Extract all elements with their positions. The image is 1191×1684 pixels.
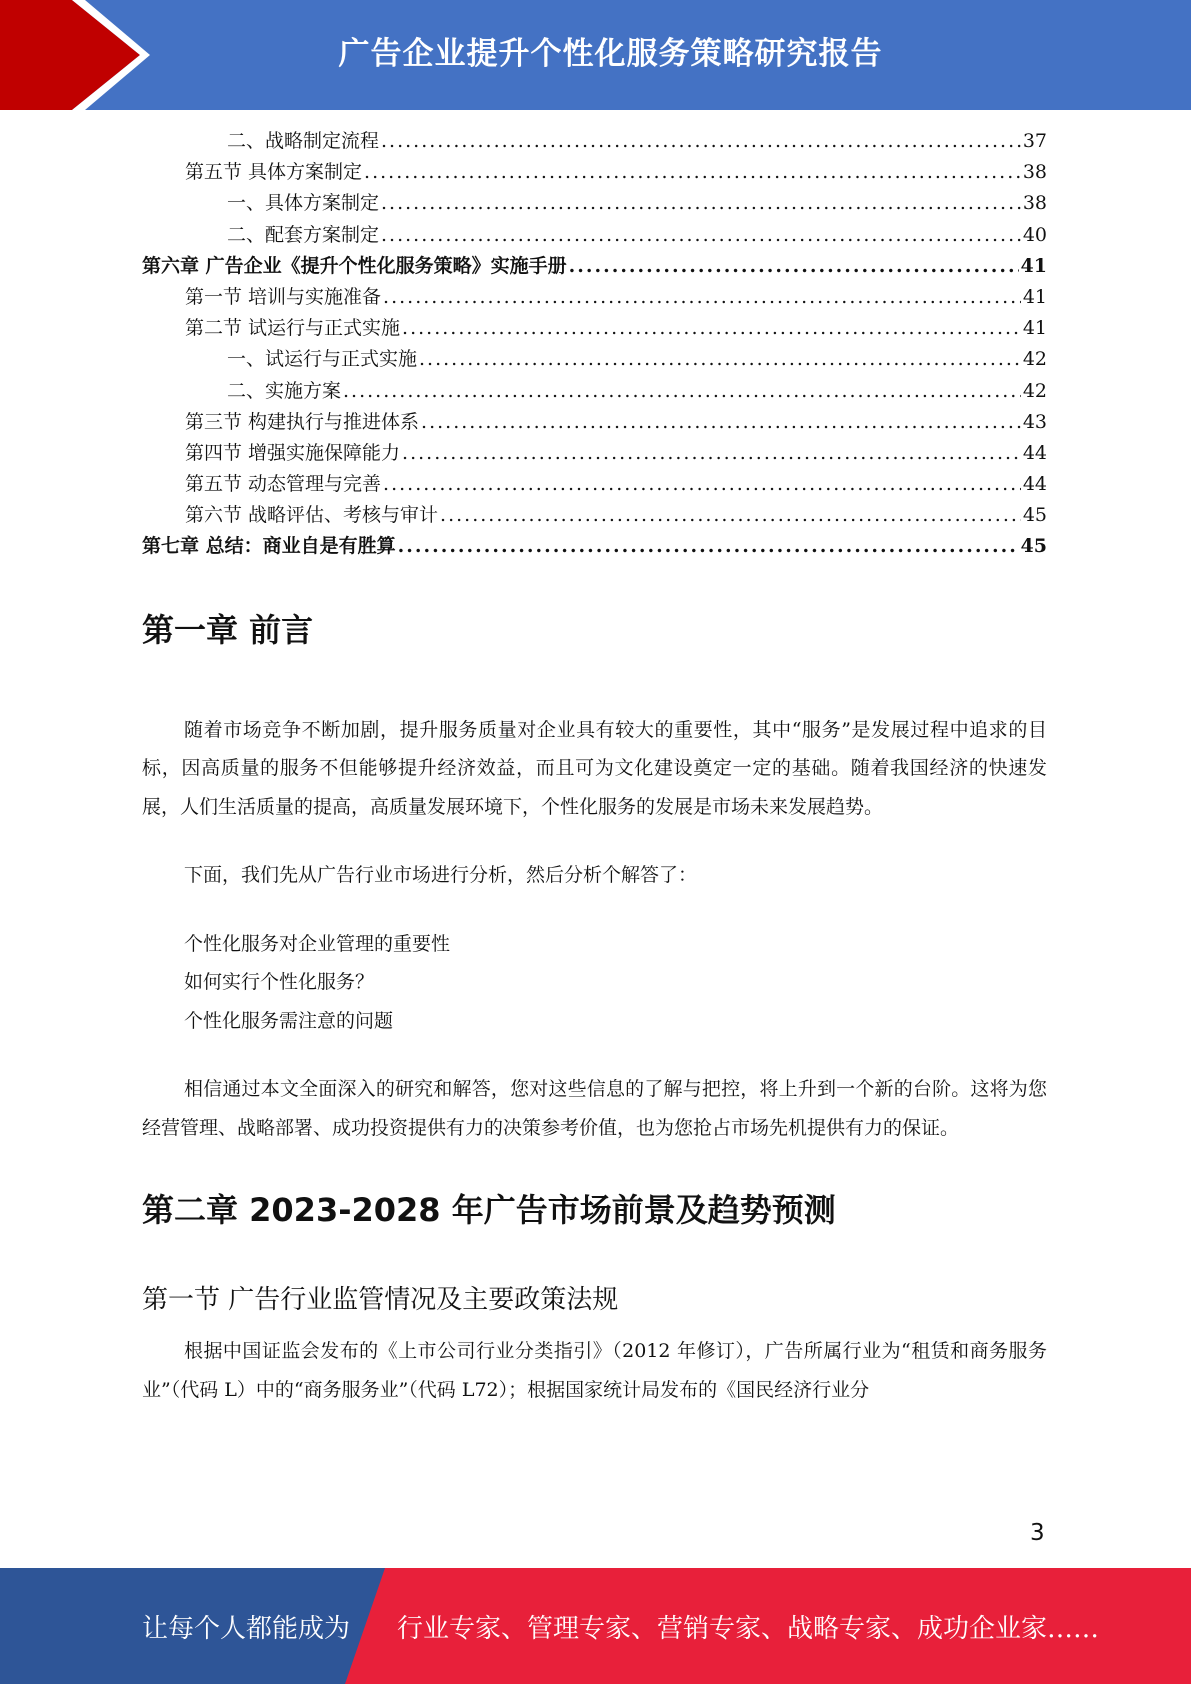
toc-leader-dots [419,344,1021,375]
toc-entry-title: 第三节 构建执行与推进体系 [185,410,420,433]
toc-page-number: 37 [1022,130,1047,152]
toc-leader-dots [383,469,1021,500]
toc-entry-title: 二、配套方案制定 [227,223,380,246]
toc-entry-title: 一、具体方案制定 [227,192,380,215]
toc-leader-dots [402,438,1021,469]
chapter-1-title: 第一章 前言 [142,610,314,649]
toc-page-number: 42 [1022,348,1047,371]
toc-entry[interactable] [142,157,1047,188]
table-of-contents [142,126,1047,563]
toc-leader-dots [381,126,1021,157]
toc-leader-dots [381,220,1021,251]
chapter-1-paragraph-2: 下面，我们先从广告行业市场进行分析，然后分析个解答了： [184,864,698,887]
toc-entry[interactable] [142,188,1047,219]
toc-leader-dots [398,531,1019,562]
toc-leader-dots [383,282,1021,313]
toc-entry-title: 第六节 战略评估、考核与审计 [185,504,439,527]
toc-page-number: 41 [1020,254,1047,277]
toc-page-number: 40 [1022,223,1047,246]
toc-leader-dots [440,500,1021,531]
report-title: 广告企业提升个性化服务策略研究报告 [338,36,883,72]
section-1-title: 第一节 广告行业监管情况及主要政策法规 [142,1285,619,1316]
chapter-1-paragraph-1: 随着市场竞争不断加剧，提升服务质量对企业具有较大的重要性，其中“服务”是发展过程中追求的目标，因高质量的服务不但能够提升经济效益，而且可为文化建设奠定一定的基础。随着我国经济的快速发展，人们生活质量的提高，高质量发展环境下，个性化服务的发展是市场未来发展趋势。 [142,718,1047,818]
page-content [142,126,1047,1409]
page-number: 3 [1030,1520,1045,1546]
toc-entry-title: 二、实施方案 [227,379,342,402]
toc-page-number: 44 [1022,441,1047,464]
toc-leader-dots [569,251,1019,282]
toc-page-number: 43 [1022,410,1047,433]
chapter-2-title: 第二章 2023-2028 年广告市场前景及趋势预测 [142,1191,836,1230]
toc-leader-dots [343,376,1021,407]
toc-entry-title: 第二节 试运行与正式实施 [185,317,401,340]
toc-entry-title: 第四节 增强实施保障能力 [185,441,401,464]
toc-page-number: 41 [1022,285,1047,308]
toc-entry[interactable] [142,438,1047,469]
footer-slogan-left: 让每个人都能成为 [142,1614,351,1644]
toc-page-number: 38 [1022,161,1047,184]
toc-page-number: 38 [1022,192,1047,215]
toc-entry[interactable] [142,220,1047,251]
toc-page-number: 44 [1022,473,1047,496]
toc-page-number: 45 [1020,535,1047,558]
toc-entry[interactable] [142,126,1047,157]
toc-entry-title: 第五节 动态管理与完善 [185,473,382,496]
toc-leader-dots [402,313,1021,344]
list-item: 个性化服务需注意的问题 [184,1009,394,1032]
toc-entry[interactable] [142,469,1047,500]
toc-entry[interactable] [142,407,1047,438]
toc-entry-title: 第五节 具体方案制定 [185,161,363,184]
toc-entry[interactable] [142,376,1047,407]
toc-leader-dots [381,188,1021,219]
list-item: 个性化服务对企业管理的重要性 [184,932,451,955]
page-header [0,0,1191,110]
toc-entry[interactable] [142,531,1047,562]
toc-page-number: 41 [1022,317,1047,340]
toc-entry-title: 一、试运行与正式实施 [227,348,418,371]
toc-entry-title: 第六章 广告企业《提升个性化服务策略》实施手册 [142,254,567,277]
toc-leader-dots [364,157,1021,188]
chapter-2-paragraph-1: 根据中国证监会发布的《上市公司行业分类指引》（2012 年修订），广告所属行业为“租赁和商务服务业”（代码 L）中的“商务服务业”（代码 L72）；根据国家统计局发布的《国民经济行业分 [142,1340,1047,1401]
chapter-1-paragraph-3: 相信通过本文全面深入的研究和解答，您对这些信息的了解与把控，将上升到一个新的台阶。这将为您经营管理、战略部署、成功投资提供有力的决策参考价值，也为您抢占市场先机提供有力的保证。 [142,1078,1047,1139]
toc-entry[interactable] [142,344,1047,375]
toc-entry[interactable] [142,500,1047,531]
toc-page-number: 42 [1022,379,1047,402]
toc-entry[interactable] [142,251,1047,282]
toc-entry[interactable] [142,282,1047,313]
toc-entry[interactable] [142,313,1047,344]
toc-entry-title: 二、战略制定流程 [227,130,380,152]
toc-entry-title: 第一节 培训与实施准备 [185,285,382,308]
toc-page-number: 45 [1022,504,1047,527]
toc-entry-title: 第七章 总结：商业自是有胜算 [142,535,396,558]
page-footer [0,1568,1191,1684]
toc-leader-dots [421,407,1021,438]
list-item: 如何实行个性化服务？ [184,971,375,994]
footer-slogan-right: 行业专家、管理专家、营销专家、战略专家、成功企业家…… [397,1614,1100,1644]
